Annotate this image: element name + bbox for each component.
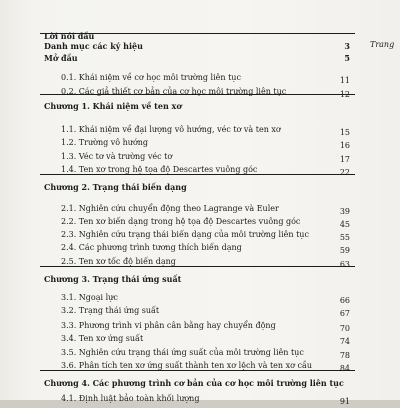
toc-heading-row	[0, 181, 400, 193]
toc-page-number: 67	[339, 309, 350, 318]
toc-entry-row	[0, 305, 400, 317]
toc-entry-row	[0, 72, 400, 84]
toc-heading-title: Lời nói đầu	[44, 31, 95, 41]
toc-page-number: 3	[344, 41, 350, 51]
toc-page-number: 66	[339, 296, 350, 305]
toc-page-number: 15	[339, 128, 350, 137]
toc-entry-title: 2.2. Ten xơ biến dạng trong hệ tọa độ Descartes vuông góc	[61, 217, 301, 226]
toc-page-number: 22	[339, 168, 350, 177]
toc-heading-row	[0, 273, 400, 285]
toc-page-number: 55	[339, 233, 350, 242]
toc-entry-title: 1.2. Trường vô hướng	[61, 138, 149, 147]
toc-heading-title: Chương 3. Trạng thái ứng suất	[44, 274, 182, 284]
toc-entry-row	[0, 347, 400, 359]
toc-entry-title: 2.5. Ten xơ tốc độ biến dạng	[61, 257, 176, 266]
toc-entry-title: 3.3. Phương trình vi phân cân bằng hay chuyển động	[61, 321, 276, 330]
toc-heading-row	[0, 52, 400, 64]
toc-entry-title: 4.1. Định luật bảo toàn khối lượng	[61, 394, 200, 403]
toc-page-number: 45	[339, 220, 350, 229]
toc-entry-title: 3.6. Phân tích ten xơ ứng suất thành ten xơ lệch và ten xơ cầu	[61, 361, 313, 370]
toc-page-number: 91	[339, 397, 350, 406]
toc-entry-row	[0, 333, 400, 345]
toc-page-number: 5	[344, 53, 350, 63]
toc-entry-row	[0, 137, 400, 149]
toc-entry-row	[0, 242, 400, 254]
toc-heading-row	[0, 100, 400, 112]
toc-entry-title: 3.1. Ngoại lực	[61, 293, 118, 302]
toc-heading-row	[0, 40, 400, 52]
toc-entry-title: 1.4. Ten xơ trong hệ tọa độ Descartes vuông góc	[61, 165, 258, 174]
toc-page-number: 78	[339, 351, 350, 360]
toc-entry-row	[0, 216, 400, 228]
toc-entry-row	[0, 292, 400, 304]
toc-heading-title: Danh mục các ký hiệu	[44, 41, 143, 51]
toc-entry-row	[0, 229, 400, 241]
toc-entry-title: 3.4. Ten xơ ứng suất	[61, 334, 144, 343]
toc-page-number: 11	[339, 76, 350, 85]
toc-page-number: 17	[339, 155, 350, 164]
toc-page-number: 74	[339, 337, 350, 346]
toc-entry-title: 2.4. Các phương trình tương thích biến dạng	[61, 243, 242, 252]
toc-heading-title: Mở đầu	[44, 53, 78, 63]
toc-page-number: 39	[339, 207, 350, 216]
toc-page-number: 63	[339, 260, 350, 269]
toc-entry-row	[0, 393, 400, 405]
toc-entry-title: 0.2. Các giả thiết cơ bản của cơ học môi trường liên tục	[61, 87, 287, 96]
toc-page-number: 59	[339, 246, 350, 255]
toc-heading-row	[0, 377, 400, 389]
toc-entry-row	[0, 203, 400, 215]
toc-entry-row	[0, 151, 400, 163]
toc-entry-row	[0, 124, 400, 136]
toc-entry-row	[0, 164, 400, 176]
toc-page-number: 70	[339, 324, 350, 333]
toc-entry-row	[0, 360, 400, 372]
toc-page-number: 84	[339, 364, 350, 373]
toc-entry-row	[0, 86, 400, 98]
toc-entry-title: 1.3. Véc tơ và trường véc tơ	[61, 152, 173, 161]
toc-entry-row	[0, 320, 400, 332]
toc-entry-title: 3.5. Nghiên cứu trạng thái ứng suất của môi trường liên tục	[61, 348, 304, 357]
toc-entry-title: 2.3. Nghiên cứu trạng thái biến dạng của môi trường liên tục	[61, 230, 309, 239]
toc-entry-title: 0.1. Khái niệm về cơ học môi trường liên tục	[61, 73, 241, 82]
toc-page-number: 16	[339, 141, 350, 150]
page-column-header: Trang	[370, 40, 395, 49]
toc-entry-title: 2.1. Nghiên cứu chuyển động theo Lagrange và Euler	[61, 204, 279, 213]
toc-heading-title: Chương 2. Trạng thái biến dạng	[44, 182, 187, 192]
toc-entry-title: 1.1. Khái niệm về đại lượng vô hướng, véc tơ và ten xơ	[61, 125, 281, 134]
toc-page-number: 12	[339, 90, 350, 99]
toc-entry-title: 3.2. Trạng thái ứng suất	[61, 306, 160, 315]
toc-entry-row	[0, 256, 400, 268]
toc-heading-title: Chương 1. Khái niệm về ten xơ	[44, 101, 182, 111]
toc-heading-title: Chương 4. Các phương trình cơ bản của cơ học môi trường liên tục	[44, 378, 344, 388]
